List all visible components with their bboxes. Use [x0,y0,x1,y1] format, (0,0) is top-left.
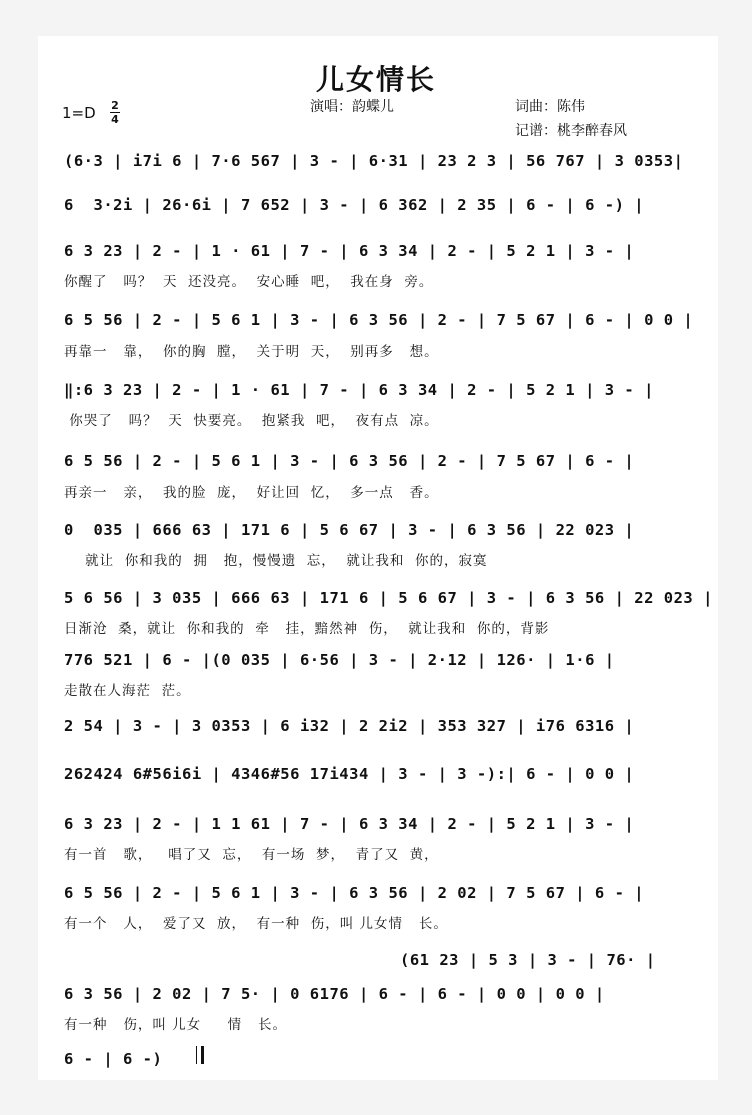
lyric-line-8: 日渐沧 桑，就让 你和我的 牵 挂，黯然神 伤， 就让我和 你的，背影 [64,621,550,637]
lyric-line-15: 有一种 伤，叫 儿女 情 长。 [64,1017,287,1033]
time-bottom: 4 [111,113,119,126]
score-line-16: 6 - | 6 -) [64,1050,163,1068]
score-line-7: 0 035 | 666 63 | 171 6 | 5 6 67 | 3 - | 6 3 56 | 22 023 | [64,521,635,539]
lyric-line-12: 有一首 歌， 唱了又 忘， 有一场 梦， 青了又 黄， [64,847,439,863]
score-line-15: 6 3 56 | 2 02 | 7 5· | 0 6176 | 6 - | 6 - | 0 0 | 0 0 | [64,985,605,1003]
score-line-10: 2 54 | 3 - | 3 0353 | 6 i32 | 2 2i2 | 353 327 | i76 6316 | [64,717,635,735]
lyric-line-5: 你哭了 吗？ 天 快要亮。 抱紧我 吧， 夜有点 凉。 [64,413,439,429]
lyric-line-4: 再靠一 靠， 你的胸 膛， 关于明 天， 别再多 想。 [64,344,439,360]
lyric-line-3: 你醒了 吗？ 天 还没亮。 安心睡 吧， 我在身 旁。 [64,274,434,290]
score-line-5: ‖:6 3 23 | 2 - | 1 · 61 | 7 - | 6 3 34 | 2 - | 5 2 1 | 3 - | [64,381,654,399]
score-line-1: (6·3 | i7i 6 | 7·6 567 | 3 - | 6·31 | 23 2 3 | 56 767 | 3 0353| [64,152,684,170]
score-line-3: 6 3 23 | 2 - | 1 · 61 | 7 - | 6 3 34 | 2 - | 5 2 1 | 3 - | [64,242,635,260]
score-line-13: 6 5 56 | 2 - | 5 6 1 | 3 - | 6 3 56 | 2 02 | 7 5 67 | 6 - | [64,884,645,902]
final-barline [196,1046,204,1064]
lyric-line-13: 有一个 人， 爱了又 放， 有一种 伤，叫 儿女情 长。 [64,916,448,932]
time-top: 2 [111,99,119,112]
lyric-line-7: 就让 你和我的 拥 抱，慢慢遗 忘， 就让我和 你的，寂寞 [64,553,488,569]
singer-credit: 演唱：韵蝶儿 [310,99,394,115]
score-line-11: 262424 6#56i6i | 4346#56 17i434 | 3 - | 3 -):| 6 - | 0 0 | [64,765,635,783]
lyric-line-6: 再亲一 亲， 我的脸 庞， 好让回 忆， 多一点 香。 [64,485,439,501]
key-signature: 1=D [62,104,96,122]
score-line-4: 6 5 56 | 2 - | 5 6 1 | 3 - | 6 3 56 | 2 - | 7 5 67 | 6 - | 0 0 | [64,311,694,329]
score-line-8: 5 6 56 | 3 035 | 666 63 | 171 6 | 5 6 67 | 3 - | 6 3 56 | 22 023 | [64,589,713,607]
score-line-9: 776 521 | 6 - |(0 035 | 6·56 | 3 - | 2·12 | 126· | 1·6 | [64,651,615,669]
score-line-14: (61 23 | 5 3 | 3 - | 76· | [400,951,656,969]
transcriber-credit: 记谱：桃李醉春风 [515,123,627,139]
score-line-2: 6 3·2i | 26·6i | 7 652 | 3 - | 6 362 | 2 35 | 6 - | 6 -) | [64,196,645,214]
time-signature [110,100,120,125]
song-title: 儿女情长 [315,63,436,96]
lyric-line-9: 走散在人海茫 茫。 [64,683,191,699]
lyricist-credit: 词曲：陈伟 [515,99,585,115]
score-line-6: 6 5 56 | 2 - | 5 6 1 | 3 - | 6 3 56 | 2 - | 7 5 67 | 6 - | [64,452,635,470]
score-line-12: 6 3 23 | 2 - | 1 1 61 | 7 - | 6 3 34 | 2 - | 5 2 1 | 3 - | [64,815,635,833]
